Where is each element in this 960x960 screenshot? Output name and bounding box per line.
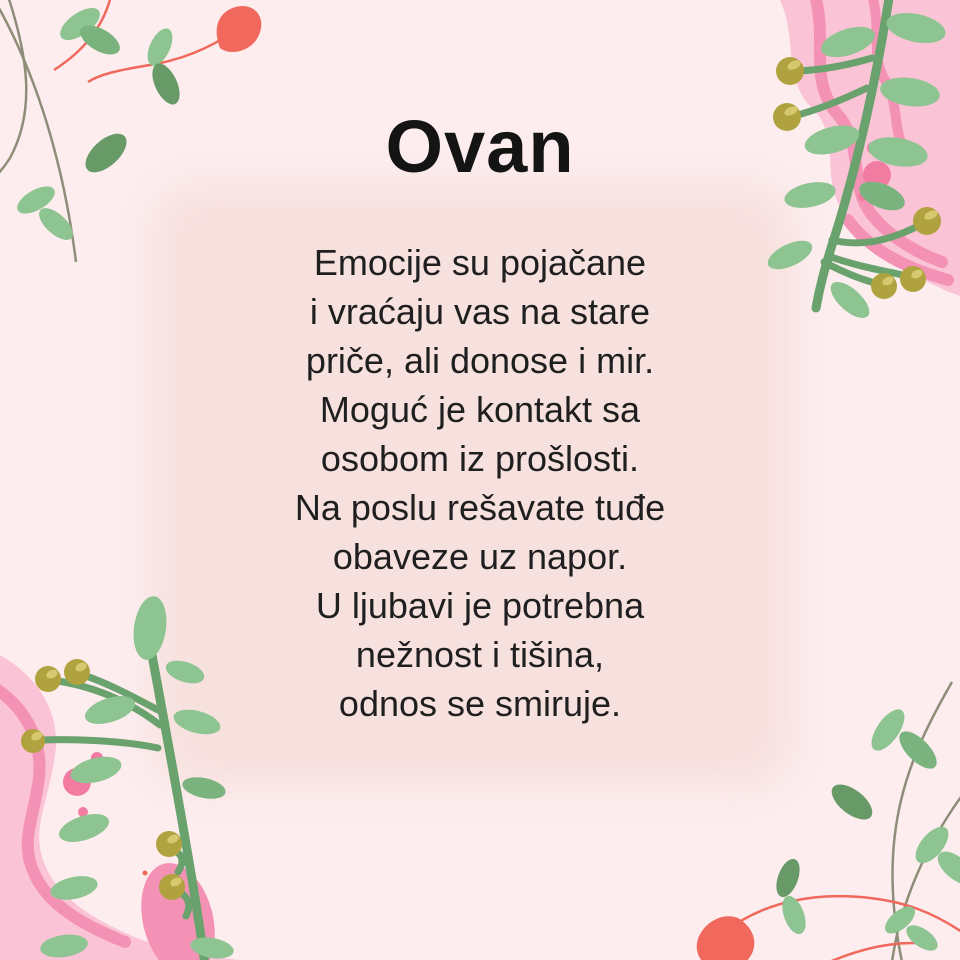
horoscope-text: [0, 238, 960, 728]
horoscope-line-3: priče, ali donose i mir.: [305, 340, 655, 381]
horoscope-line-2: i vraćaju vas na stare: [309, 291, 651, 332]
horoscope-line-6: Na poslu rešavate tuđe: [294, 487, 666, 528]
card-title: Ovan: [385, 105, 575, 188]
horoscope-line-10: odnos se smiruje.: [338, 683, 622, 724]
horoscope-line-8: U ljubavi je potrebna: [315, 585, 645, 626]
horoscope-line-9: nežnost i tišina,: [355, 634, 605, 675]
horoscope-line-7: obaveze uz napor.: [332, 536, 628, 577]
horoscope-line-5: osobom iz prošlosti.: [320, 438, 640, 479]
horoscope-line-1: Emocije su pojačane: [313, 242, 647, 283]
horoscope-line-4: Moguć je kontakt sa: [319, 389, 641, 430]
